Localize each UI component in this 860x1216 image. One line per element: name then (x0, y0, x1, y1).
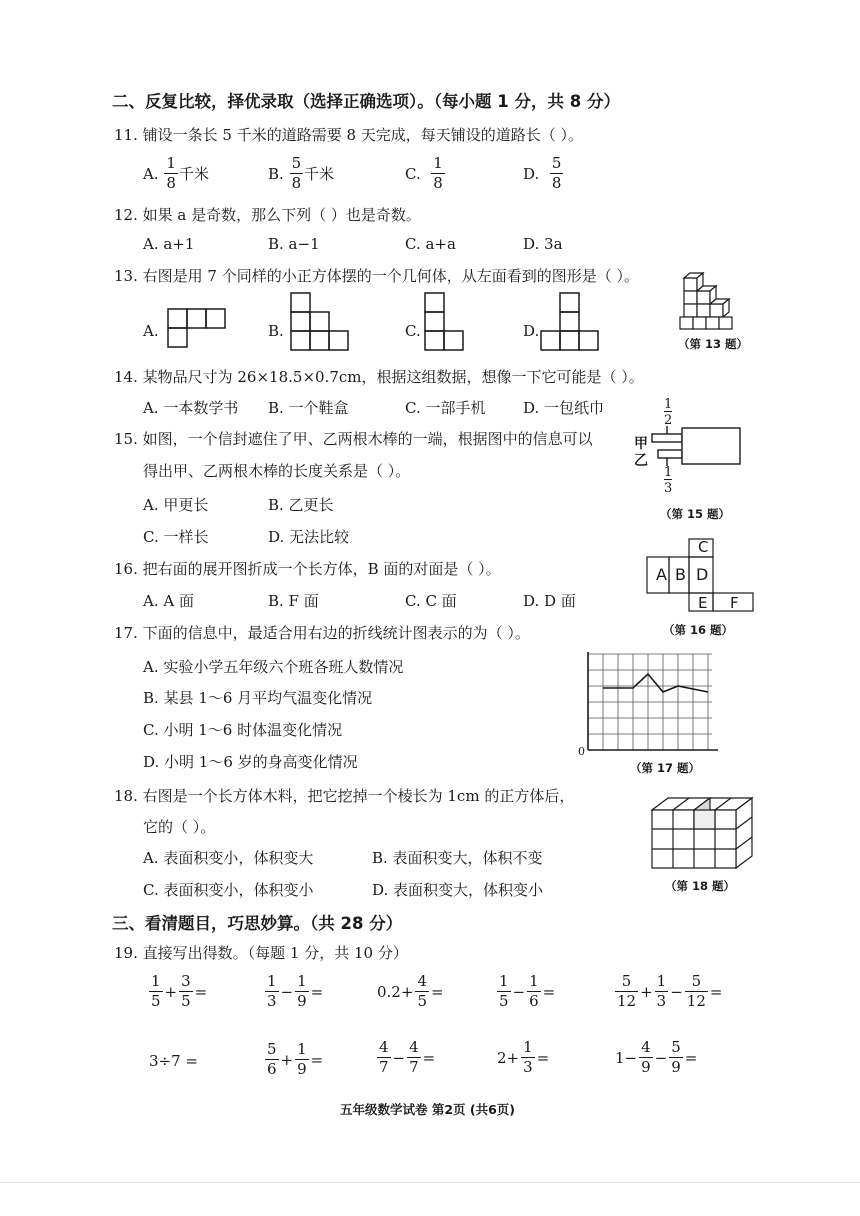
q15-fraction-bottom: 1 3 (664, 465, 673, 496)
page-bottom-divider (0, 1182, 860, 1183)
calc-item-8[interactable]: 4 7 − $\frac{4}{7}$ = (379, 1038, 436, 1076)
q15-option-c[interactable]: C. 一样长 (143, 528, 209, 546)
calc-item-4[interactable]: 1 5 − $\frac{1}{6}$ = (499, 972, 556, 1010)
q16-option-d[interactable]: D. D 面 (523, 592, 576, 610)
q13-caption: （第 13 题） (678, 337, 749, 351)
q15-option-a[interactable]: A. 甲更长 (143, 496, 209, 514)
q15-label-jia: 甲 (634, 436, 648, 452)
q13-stem: 13. 右图是用 7 个同样的小正方体摆的一个几何体，从左面看到的图形是（ ）。 (114, 267, 639, 285)
q13-option-a-label[interactable]: A. (143, 322, 159, 340)
q11-stem: 11. 铺设一条长 5 千米的道路需要 8 天完成，每天铺设的道路长（ ）。 (114, 126, 584, 144)
q11-option-c[interactable]: C. 1 8 (405, 154, 443, 192)
q13-option-c-figure[interactable] (424, 292, 468, 354)
q18-stem-line1: 18. 右图是一个长方体木料，把它挖掉一个棱长为 1cm 的正方体后， (114, 787, 575, 805)
option-label: C. (405, 164, 421, 183)
calc-item-7[interactable]: 5 6 + $\frac{1}{9}$ = (267, 1040, 324, 1078)
q13-option-b-figure[interactable] (290, 292, 352, 354)
option-label: A. (143, 164, 159, 183)
q18-caption: （第 18 题） (665, 879, 736, 893)
q17-option-a[interactable]: A. 实验小学五年级六个班各班人数情况 (143, 658, 404, 676)
calc-item-1[interactable]: 1 5 + $\frac{3}{5}$ = (151, 972, 208, 1010)
calc-item-10[interactable]: 1− $\frac{4}{9}$ − $\frac{5}{9}$ = (615, 1038, 698, 1076)
option-label: D. (523, 164, 540, 183)
q13-option-c-label[interactable]: C. (405, 322, 421, 340)
q15-option-b[interactable]: B. 乙更长 (268, 496, 334, 514)
q14-option-a[interactable]: A. 一本数学书 (143, 399, 239, 417)
q13-cube-stack-figure (676, 270, 746, 332)
q18-option-b[interactable]: B. 表面积变大，体积不变 (372, 849, 543, 867)
q16-face-c: C (698, 538, 709, 556)
section-2-title: 二、反复比较，择优录取（选择正确选项）。（每小题 1 分，共 8 分） (112, 92, 620, 111)
q13-option-d-figure[interactable] (540, 292, 602, 354)
q16-face-b: B (675, 565, 686, 584)
q17-origin-label: 0 (578, 745, 585, 758)
q16-face-a: A (656, 565, 667, 584)
section-3-title: 三、看清题目，巧思妙算。（共 28 分） (112, 914, 403, 933)
q17-option-c[interactable]: C. 小明 1～6 时体温变化情况 (143, 721, 343, 739)
q11-option-a[interactable]: A. 1 8 千米 (143, 154, 209, 192)
q18-option-c[interactable]: C. 表面积变小，体积变小 (143, 881, 314, 899)
q12-option-c[interactable]: C. a+a (405, 235, 456, 253)
q15-envelope-figure (650, 426, 745, 468)
calc-item-2[interactable]: 1 3 − $\frac{1}{9}$ = (267, 972, 324, 1010)
q12-option-b[interactable]: B. a−1 (268, 235, 320, 253)
q18-stem-line2: 它的（ ）。 (143, 818, 216, 836)
q14-option-b[interactable]: B. 一个鞋盒 (268, 399, 349, 417)
q15-fraction-top: 1 2 (664, 397, 673, 428)
q17-option-b[interactable]: B. 某县 1～6 月平均气温变化情况 (143, 689, 373, 707)
q15-label-yi: 乙 (634, 453, 648, 469)
q14-option-d[interactable]: D. 一包纸巾 (523, 399, 605, 417)
page-footer: 五年级数学试卷 第2页 (共6页) (340, 1102, 516, 1117)
q16-option-c[interactable]: C. C 面 (405, 592, 457, 610)
q12-option-d[interactable]: D. 3a (523, 235, 563, 253)
q17-caption: （第 17 题） (630, 761, 701, 775)
calc-item-5[interactable]: 5 12 + $\frac{1}{3}$ − $\frac{5}{12}$ = (617, 972, 723, 1010)
calc-item-3[interactable]: 0.2+ $\frac{4}{5}$ = (377, 972, 444, 1010)
q15-stem-line1: 15. 如图，一个信封遮住了甲、乙两根木棒的一端，根据图中的信息可以 (114, 430, 593, 448)
q13-option-b-label[interactable]: B. (268, 322, 284, 340)
q16-option-b[interactable]: B. F 面 (268, 592, 319, 610)
q12-stem: 12. 如果 a 是奇数，那么下列（ ）也是奇数。 (114, 206, 421, 224)
q17-option-d[interactable]: D. 小明 1～6 岁的身高变化情况 (143, 753, 358, 771)
q13-option-a-figure[interactable] (167, 308, 227, 350)
q15-stem-line2: 得出甲、乙两根木棒的长度关系是（ ）。 (143, 462, 411, 480)
q18-option-a[interactable]: A. 表面积变小，体积变大 (143, 849, 314, 867)
q14-stem: 14. 某物品尺寸为 26×18.5×0.7cm，根据这组数据，想像一下它可能是（ ）。 (114, 368, 644, 386)
q16-caption: （第 16 题） (663, 623, 734, 637)
q19-stem: 19. 直接写出得数。（每题 1 分，共 10 分） (114, 944, 408, 962)
q13-option-d-label[interactable]: D. (523, 322, 540, 340)
q16-face-e: E (698, 594, 708, 612)
q15-caption: （第 15 题） (660, 507, 731, 521)
q16-option-a[interactable]: A. A 面 (143, 592, 194, 610)
calc-item-9[interactable]: 2+ $\frac{1}{3}$ = (497, 1038, 550, 1076)
q18-cuboid-figure (650, 794, 758, 872)
q11-option-d[interactable]: D. 5 8 (523, 154, 562, 192)
q11-option-b[interactable]: B. 5 8 千米 (268, 154, 335, 192)
q16-face-f: F (730, 594, 739, 612)
q18-option-d[interactable]: D. 表面积变大，体积变小 (372, 881, 544, 899)
q16-stem: 16. 把右面的展开图折成一个长方体，B 面的对面是（ ）。 (114, 560, 501, 578)
q17-line-chart-figure (578, 650, 722, 756)
q15-option-d[interactable]: D. 无法比较 (268, 528, 350, 546)
q14-option-c[interactable]: C. 一部手机 (405, 399, 486, 417)
option-label: B. (268, 164, 284, 183)
calc-item-6[interactable]: 3÷7 = (149, 1052, 198, 1070)
q17-stem: 17. 下面的信息中，最适合用右边的折线统计图表示的为（ ）。 (114, 624, 530, 642)
q12-option-a[interactable]: A. a+1 (143, 235, 195, 253)
q16-face-d: D (696, 565, 709, 584)
